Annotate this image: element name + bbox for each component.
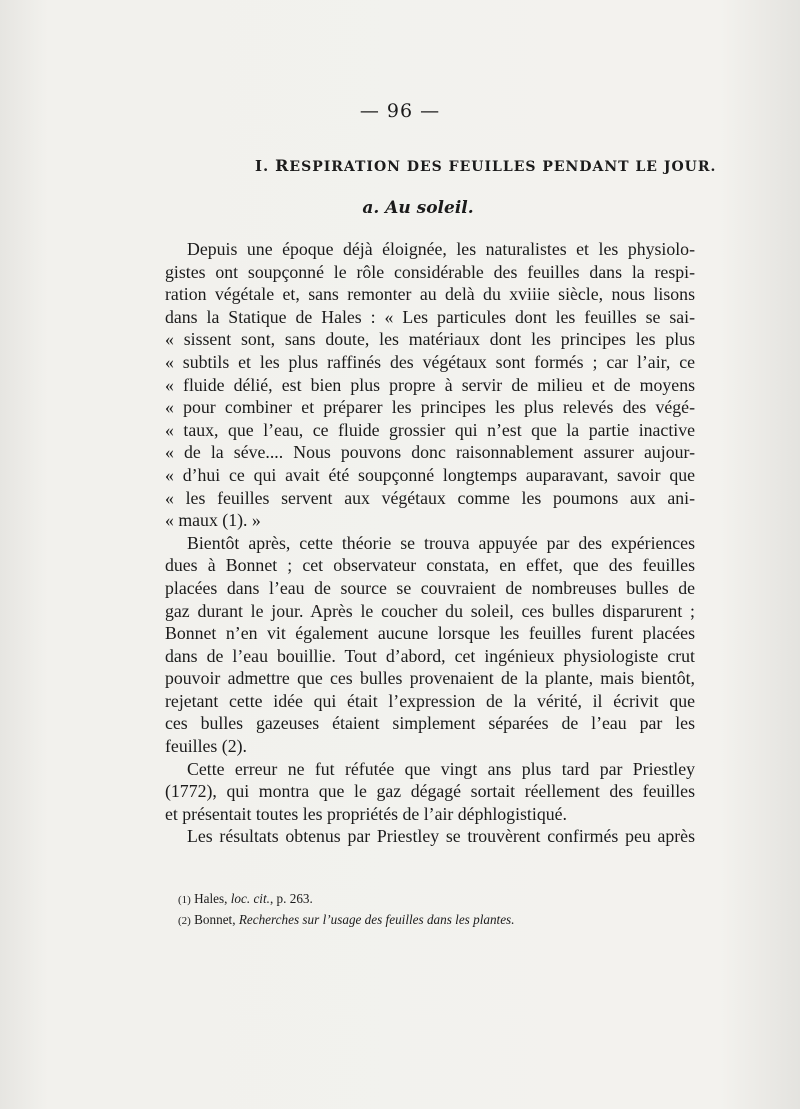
text-line: dues à Bonnet ; cet observateur constata, en effet, que des feuilles <box>165 555 695 576</box>
text-line: gistes ont soupçonné le rôle considérable des feuilles dans la respi- <box>165 261 695 282</box>
text-line: ration végétale et, sans remonter au delà du xviiie siècle, nous lisons <box>165 284 695 305</box>
text-line: rejetant cette idée qui était l’expression de la vérité, il écrivit que <box>165 690 695 711</box>
heading-rest: ESPIRATION DES FEUILLES PENDANT LE JOUR. <box>289 159 717 175</box>
quote-line: « fluide délié, est bien plus propre à servir de milieu et de moyens <box>165 374 695 395</box>
text-line: dans la Statique de Hales : « Les particules dont les feuilles se sai- <box>165 306 695 327</box>
body-text <box>165 238 695 848</box>
quote-line: « sissent sont, sans doute, les matériaux dont les principes les plus <box>165 329 695 350</box>
text-line: Bonnet n’en vit également aucune lorsque les feuilles furent placées <box>165 623 695 644</box>
quote-line: « subtils et les plus raffinés des végétaux sont formés ; car l’air, ce <box>165 351 695 372</box>
footnote-text: Hales, <box>194 891 231 906</box>
quote-line: « pour combiner et préparer les principes les plus relevés des végé- <box>165 397 695 418</box>
text-line: Les résultats obtenus par Priestley se trouvèrent confirmés peu après <box>187 826 695 847</box>
text-line: dans de l’eau bouillie. Tout d’abord, cet ingénieux physiologiste crut <box>165 645 695 666</box>
footnote-text: , p. 263. <box>269 891 313 906</box>
text-line: Depuis une époque déjà éloignée, les naturalistes et les physiolo- <box>187 239 695 259</box>
footnote-2 <box>178 910 698 931</box>
heading-initial: R <box>275 156 290 175</box>
text-line: placées dans l’eau de source se couvraient de nombreuses bulles de <box>165 577 695 598</box>
text-line: pouvoir admettre que ces bulles provenaient de la plante, mais bientôt, <box>165 668 695 689</box>
footnotes <box>178 889 698 931</box>
footnote-mark: (2) <box>178 915 191 927</box>
footnote-mark: (1) <box>178 894 191 906</box>
page-number: — 96 — <box>359 100 441 122</box>
quote-line: « maux (1). » <box>165 510 261 531</box>
text-line: gaz durant le jour. Après le coucher du soleil, ces bulles disparurent ; <box>165 600 695 621</box>
text-line: ces bulles gazeuses étaient simplement séparées de l’eau par les <box>165 713 695 734</box>
footnote-italic: loc. cit. <box>230 891 270 906</box>
footnote-text: Bonnet, <box>194 912 239 927</box>
subsection-heading: a. Au soleil. <box>362 198 474 218</box>
text-line: (1772), qui montra que le gaz dégagé sortait réellement des feuilles <box>165 781 695 802</box>
quote-line: « d’hui ce qui avait été soupçonné longtemps auparavant, savoir que <box>165 464 695 485</box>
text-line: Cette erreur ne fut réfutée que vingt ans plus tard par Priestley <box>187 758 695 779</box>
footnote-italic: Recherches sur l’usage des feuilles dans les plantes. <box>238 912 515 927</box>
quote-line: « taux, que l’eau, ce fluide grossier qui n’est que la partie inactive <box>165 419 695 440</box>
text-line: feuilles (2). <box>165 736 247 757</box>
text-line: Bientôt après, cette théorie se trouva appuyée par des expériences <box>187 532 695 553</box>
text-line: et présentait toutes les propriétés de l’air déphlogistiqué. <box>165 803 567 824</box>
quote-line: « les feuilles servent aux végétaux comme les poumons aux ani- <box>165 487 695 508</box>
quote-line: « de la séve.... Nous pouvons donc raisonnablement assurer aujour- <box>165 442 695 463</box>
footnote-1 <box>178 889 698 910</box>
section-numeral: I. <box>255 157 270 175</box>
section-heading <box>255 156 716 175</box>
